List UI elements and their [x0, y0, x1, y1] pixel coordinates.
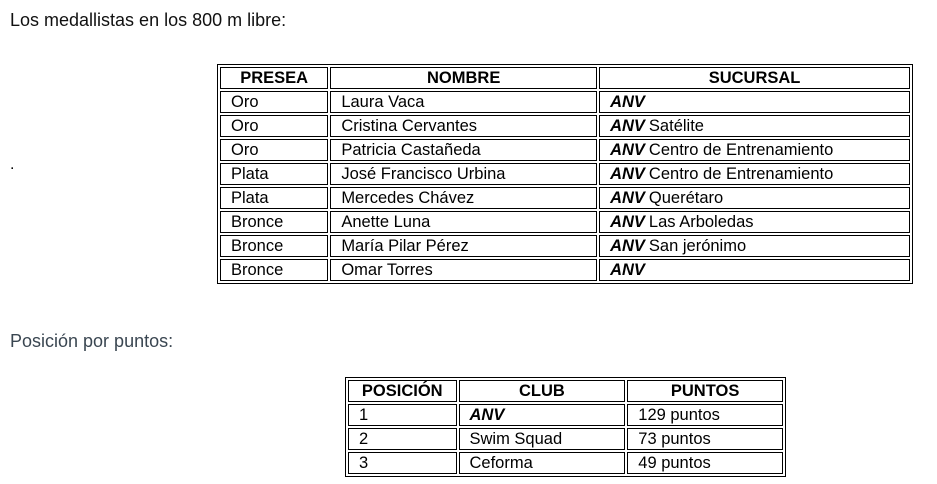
brand-name: ANV	[610, 165, 645, 183]
sucursal-cell	[599, 163, 910, 185]
column-header-presea: PRESEA	[220, 67, 328, 89]
table-header-row	[348, 380, 783, 402]
branch-name: Querétaro	[648, 189, 724, 207]
column-header-nombre: NOMBRE	[330, 67, 597, 89]
nombre-cell: José Francisco Urbina	[330, 163, 597, 185]
sucursal-cell	[599, 211, 910, 233]
table-row	[220, 235, 910, 257]
table-row	[220, 139, 910, 161]
presea-cell: Oro	[220, 91, 328, 113]
presea-cell: Bronce	[220, 235, 328, 257]
sucursal-cell	[599, 235, 910, 257]
nombre-cell: Mercedes Chávez	[330, 187, 597, 209]
branch-name: Las Arboledas	[648, 213, 754, 231]
club-name: Ceforma	[469, 454, 533, 472]
club-cell	[459, 404, 626, 426]
points-heading: Posición por puntos:	[10, 331, 174, 351]
table-header-row	[220, 67, 910, 89]
points-table	[345, 377, 786, 477]
club-cell	[459, 452, 626, 474]
presea-cell: Plata	[220, 187, 328, 209]
posicion-cell: 3	[348, 452, 457, 474]
sucursal-cell	[599, 259, 910, 281]
brand-name: ANV	[610, 189, 645, 207]
column-header-posicion: POSICIÓN	[348, 380, 457, 402]
table-row	[220, 91, 910, 113]
table-row	[348, 404, 783, 426]
table-row	[220, 115, 910, 137]
column-header-sucursal: SUCURSAL	[599, 67, 910, 89]
nombre-cell: Patricia Castañeda	[330, 139, 597, 161]
puntos-cell: 49 puntos	[627, 452, 783, 474]
brand-name: ANV	[610, 141, 645, 159]
brand-name: ANV	[610, 213, 645, 231]
branch-name: Centro de Entrenamiento	[648, 165, 834, 183]
table-row	[220, 187, 910, 209]
presea-cell: Plata	[220, 163, 328, 185]
club-name: Swim Squad	[469, 430, 563, 448]
medalists-table	[217, 64, 913, 284]
brand-name: ANV	[610, 117, 645, 135]
table-row	[220, 211, 910, 233]
branch-name: San jerónimo	[648, 237, 747, 255]
table-row	[220, 163, 910, 185]
brand-name: ANV	[610, 237, 645, 255]
table-row	[220, 259, 910, 281]
club-cell	[459, 428, 626, 450]
nombre-cell: María Pilar Pérez	[330, 235, 597, 257]
sucursal-cell	[599, 139, 910, 161]
nombre-cell: Omar Torres	[330, 259, 597, 281]
branch-name: Satélite	[648, 117, 704, 135]
sucursal-cell	[599, 91, 910, 113]
brand-name: ANV	[610, 93, 645, 111]
sucursal-cell	[599, 187, 910, 209]
nombre-cell: Cristina Cervantes	[330, 115, 597, 137]
club-name: ANV	[469, 406, 505, 424]
column-header-puntos: PUNTOS	[627, 380, 783, 402]
table-row	[348, 428, 783, 450]
nombre-cell: Anette Luna	[330, 211, 597, 233]
puntos-cell: 73 puntos	[627, 428, 783, 450]
stray-dot: .	[10, 156, 15, 173]
sucursal-cell	[599, 115, 910, 137]
presea-cell: Bronce	[220, 211, 328, 233]
presea-cell: Bronce	[220, 259, 328, 281]
posicion-cell: 2	[348, 428, 457, 450]
brand-name: ANV	[610, 261, 645, 279]
presea-cell: Oro	[220, 115, 328, 137]
posicion-cell: 1	[348, 404, 457, 426]
branch-name: Centro de Entrenamiento	[648, 141, 834, 159]
medals-heading: Los medallistas en los 800 m libre:	[10, 10, 287, 30]
column-header-club: CLUB	[459, 380, 626, 402]
table-row	[348, 452, 783, 474]
presea-cell: Oro	[220, 139, 328, 161]
puntos-cell: 129 puntos	[627, 404, 783, 426]
nombre-cell: Laura Vaca	[330, 91, 597, 113]
